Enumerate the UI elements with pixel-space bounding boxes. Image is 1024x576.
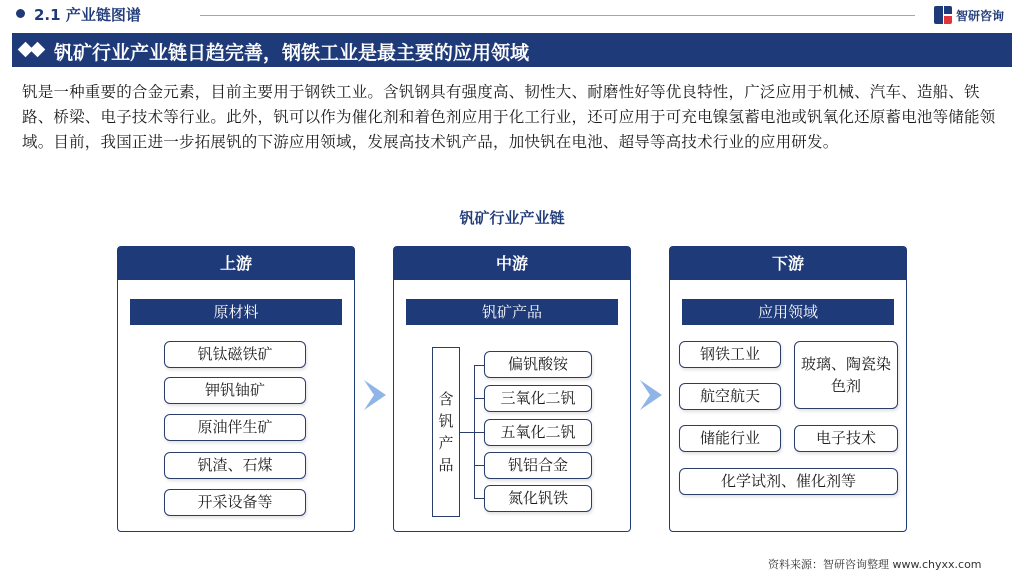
downstream-category: 应用领域 [682, 299, 894, 325]
upstream-item: 原油伴生矿 [164, 414, 306, 441]
bracket-tick [474, 465, 484, 466]
flow-arrow-icon [636, 380, 662, 410]
downstream-item: 化学试剂、催化剂等 [679, 468, 898, 495]
banner-title: 钒矿行业产业链日趋完善，钢铁工业是最主要的应用领域 [54, 42, 530, 64]
flow-arrow-icon [360, 380, 386, 410]
downstream-head: 下游 [670, 247, 906, 280]
downstream-item: 钢铁工业 [679, 341, 781, 368]
top-bar [0, 0, 1024, 30]
upstream-category: 原材料 [130, 299, 342, 325]
section-number: 2.1 [34, 6, 61, 24]
diagram-title: 钒矿行业产业链 [459, 209, 565, 227]
upstream-item: 钒钛磁铁矿 [164, 341, 306, 368]
downstream-column [669, 246, 907, 532]
midstream-item: 五氧化二钒 [484, 419, 592, 446]
header-divider [200, 15, 915, 16]
section-title: 产业链图谱 [65, 6, 141, 24]
intro-paragraph: 钒是一种重要的合金元素，目前主要用于钢铁工业。含钒钢具有强度高、韧性大、耐磨性好等优良特性，广泛应用于机械、汽车、造船、铁路、桥梁、电子技术等行业。此外，钒可以作为催化剂和着色剂应用于化工行业，还可应用于可充电镍氢蓄电池或钒氧化还原蓄电池等储能领域。目前，我国正进一步拓展钒的下游应用领域，发展高技术钒产品，加快钒在电池、超导等高技术行业的应用研发。 [22, 83, 996, 151]
brand-mark-icon [934, 6, 952, 24]
brand-name: 智研咨询 [956, 8, 1005, 23]
bracket-tick [474, 498, 484, 499]
source-note: 资料来源：智研咨询整理 www.chyxx.com [768, 558, 982, 571]
bracket-tick [474, 365, 484, 366]
section-dot-icon [16, 9, 25, 18]
brand-logo [934, 5, 1004, 25]
midstream-column [393, 246, 631, 532]
midstream-head: 中游 [394, 247, 630, 280]
upstream-item: 钾钒铀矿 [164, 377, 306, 404]
upstream-item: 开采设备等 [164, 489, 306, 516]
product-group-label: 含钒产品 [432, 347, 460, 517]
title-banner [12, 33, 1012, 67]
section-heading [34, 4, 141, 25]
midstream-item: 偏钒酸铵 [484, 351, 592, 378]
upstream-column [117, 246, 355, 532]
downstream-item: 电子技术 [794, 425, 898, 452]
bracket-tick [474, 398, 484, 399]
bracket-tick [474, 432, 484, 433]
downstream-item: 玻璃、陶瓷染色剂 [794, 341, 898, 409]
upstream-item: 钒渣、石煤 [164, 452, 306, 479]
midstream-item: 三氧化二钒 [484, 385, 592, 412]
midstream-category: 钒矿产品 [406, 299, 618, 325]
midstream-item: 钒铝合金 [484, 452, 592, 479]
bracket-connector [460, 432, 474, 433]
downstream-item: 储能行业 [679, 425, 781, 452]
midstream-item: 氮化钒铁 [484, 485, 592, 512]
double-diamond-icon [20, 43, 46, 57]
upstream-head: 上游 [118, 247, 354, 280]
downstream-item: 航空航天 [679, 383, 781, 410]
